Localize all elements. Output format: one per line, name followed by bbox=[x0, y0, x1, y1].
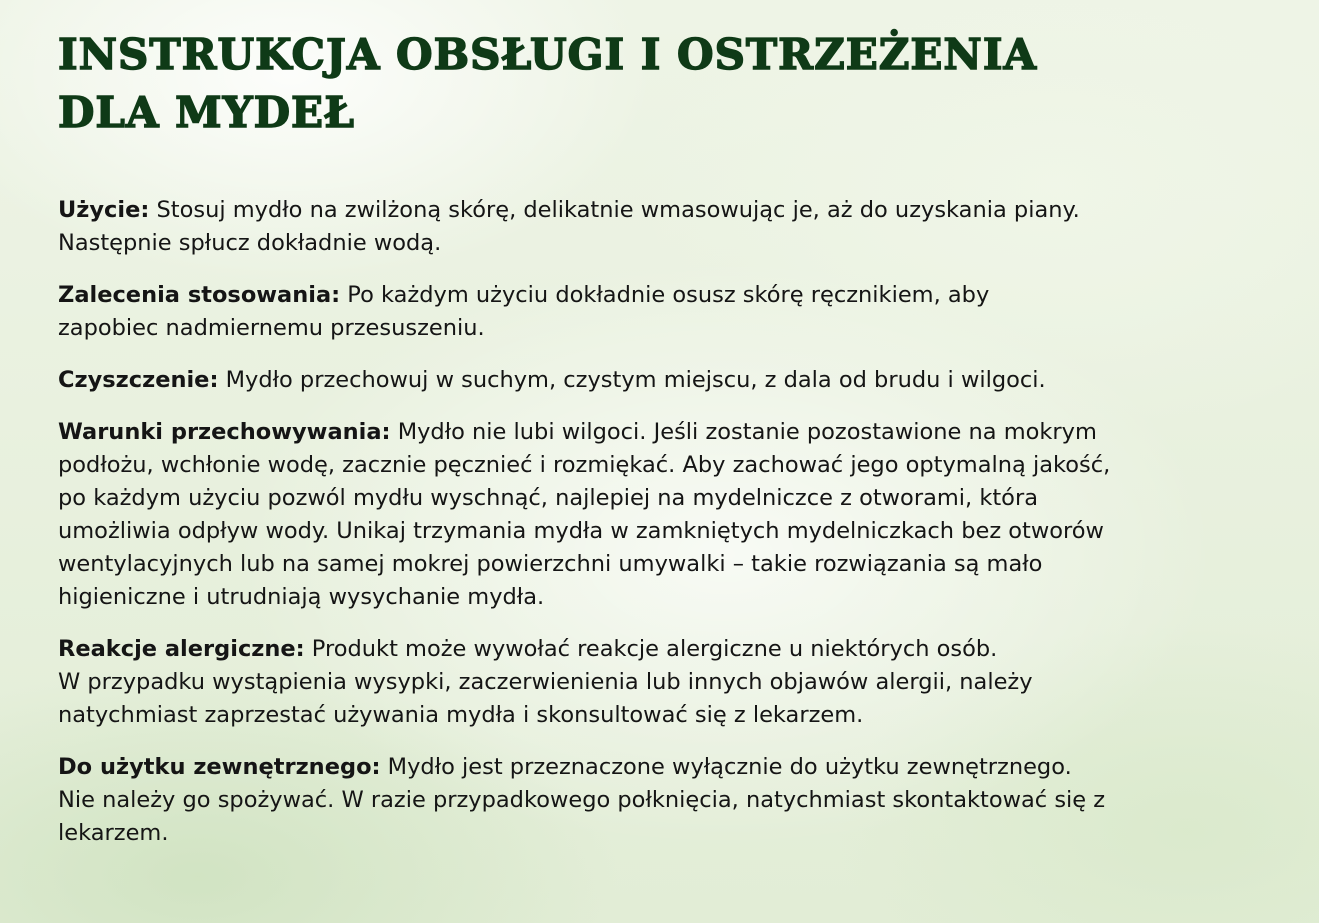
section-line: zapobiec nadmiernemu przesuszeniu. bbox=[58, 315, 485, 341]
section-line: wentylacyjnych lub na samej mokrej powierzchni umywalki – takie rozwiązania są mało bbox=[58, 551, 1043, 577]
section-line: natychmiast zaprzestać używania mydła i skonsultować się z lekarzem. bbox=[58, 702, 864, 728]
section-allergies bbox=[58, 633, 1298, 732]
section-line bbox=[58, 416, 1298, 449]
section-storage bbox=[58, 416, 1298, 614]
section-text: Stosuj mydło na zwilżoną skórę, delikatnie wmasowując je, aż do uzyskania piany. bbox=[149, 197, 1080, 223]
section-label: Zalecenia stosowania: bbox=[58, 282, 341, 308]
section-line bbox=[58, 633, 1298, 666]
section-label: Do użytku zewnętrznego: bbox=[58, 754, 381, 780]
section-line bbox=[58, 751, 1298, 784]
page-title bbox=[58, 26, 1298, 142]
section-text: Mydło jest przeznaczone wyłącznie do użytku zewnętrznego. bbox=[380, 754, 1072, 780]
title-line-1: INSTRUKCJA OBSŁUGI I OSTRZEŻENIA bbox=[58, 30, 1038, 79]
section-label: Warunki przechowywania: bbox=[58, 419, 391, 445]
section-line bbox=[58, 364, 1298, 397]
title-line-2: DLA MYDEŁ bbox=[58, 88, 355, 137]
section-line: po każdym użyciu pozwól mydłu wyschnąć, najlepiej na mydelniczce z otworami, która bbox=[58, 485, 1038, 511]
section-line bbox=[58, 194, 1298, 227]
instruction-page bbox=[58, 26, 1298, 869]
section-line: Następnie spłucz dokładnie wodą. bbox=[58, 230, 442, 256]
section-text: Po każdym użyciu dokładnie osusz skórę ręcznikiem, aby bbox=[340, 282, 990, 308]
section-line: W przypadku wystąpienia wysypki, zaczerwienienia lub innych objawów alergii, należy bbox=[58, 669, 1033, 695]
section-text: Produkt może wywołać reakcje alergiczne u niektórych osób. bbox=[304, 636, 998, 662]
section-label: Czyszczenie: bbox=[58, 367, 219, 393]
section-usage bbox=[58, 194, 1298, 260]
section-line: lekarzem. bbox=[58, 820, 169, 846]
section-label: Reakcje alergiczne: bbox=[58, 636, 305, 662]
section-text: Mydło przechowuj w suchym, czystym miejscu, z dala od brudu i wilgoci. bbox=[218, 367, 1046, 393]
section-text: Mydło nie lubi wilgoci. Jeśli zostanie pozostawione na mokrym bbox=[390, 419, 1097, 445]
instruction-sections bbox=[58, 194, 1298, 850]
section-line bbox=[58, 279, 1298, 312]
section-line: higieniczne i utrudniają wysychanie mydła. bbox=[58, 584, 545, 610]
section-line: umożliwia odpływ wody. Unikaj trzymania mydła w zamkniętych mydelniczkach bez otworów bbox=[58, 518, 1104, 544]
section-label: Użycie: bbox=[58, 197, 150, 223]
section-external-use bbox=[58, 751, 1298, 850]
section-line: Nie należy go spożywać. W razie przypadkowego połknięcia, natychmiast skontaktować się z bbox=[58, 787, 1106, 813]
section-line: podłożu, wchłonie wodę, zacznie pęcznieć i rozmiękać. Aby zachować jego optymalną jakość, bbox=[58, 452, 1111, 478]
section-recommendations bbox=[58, 279, 1298, 345]
section-cleaning bbox=[58, 364, 1298, 397]
